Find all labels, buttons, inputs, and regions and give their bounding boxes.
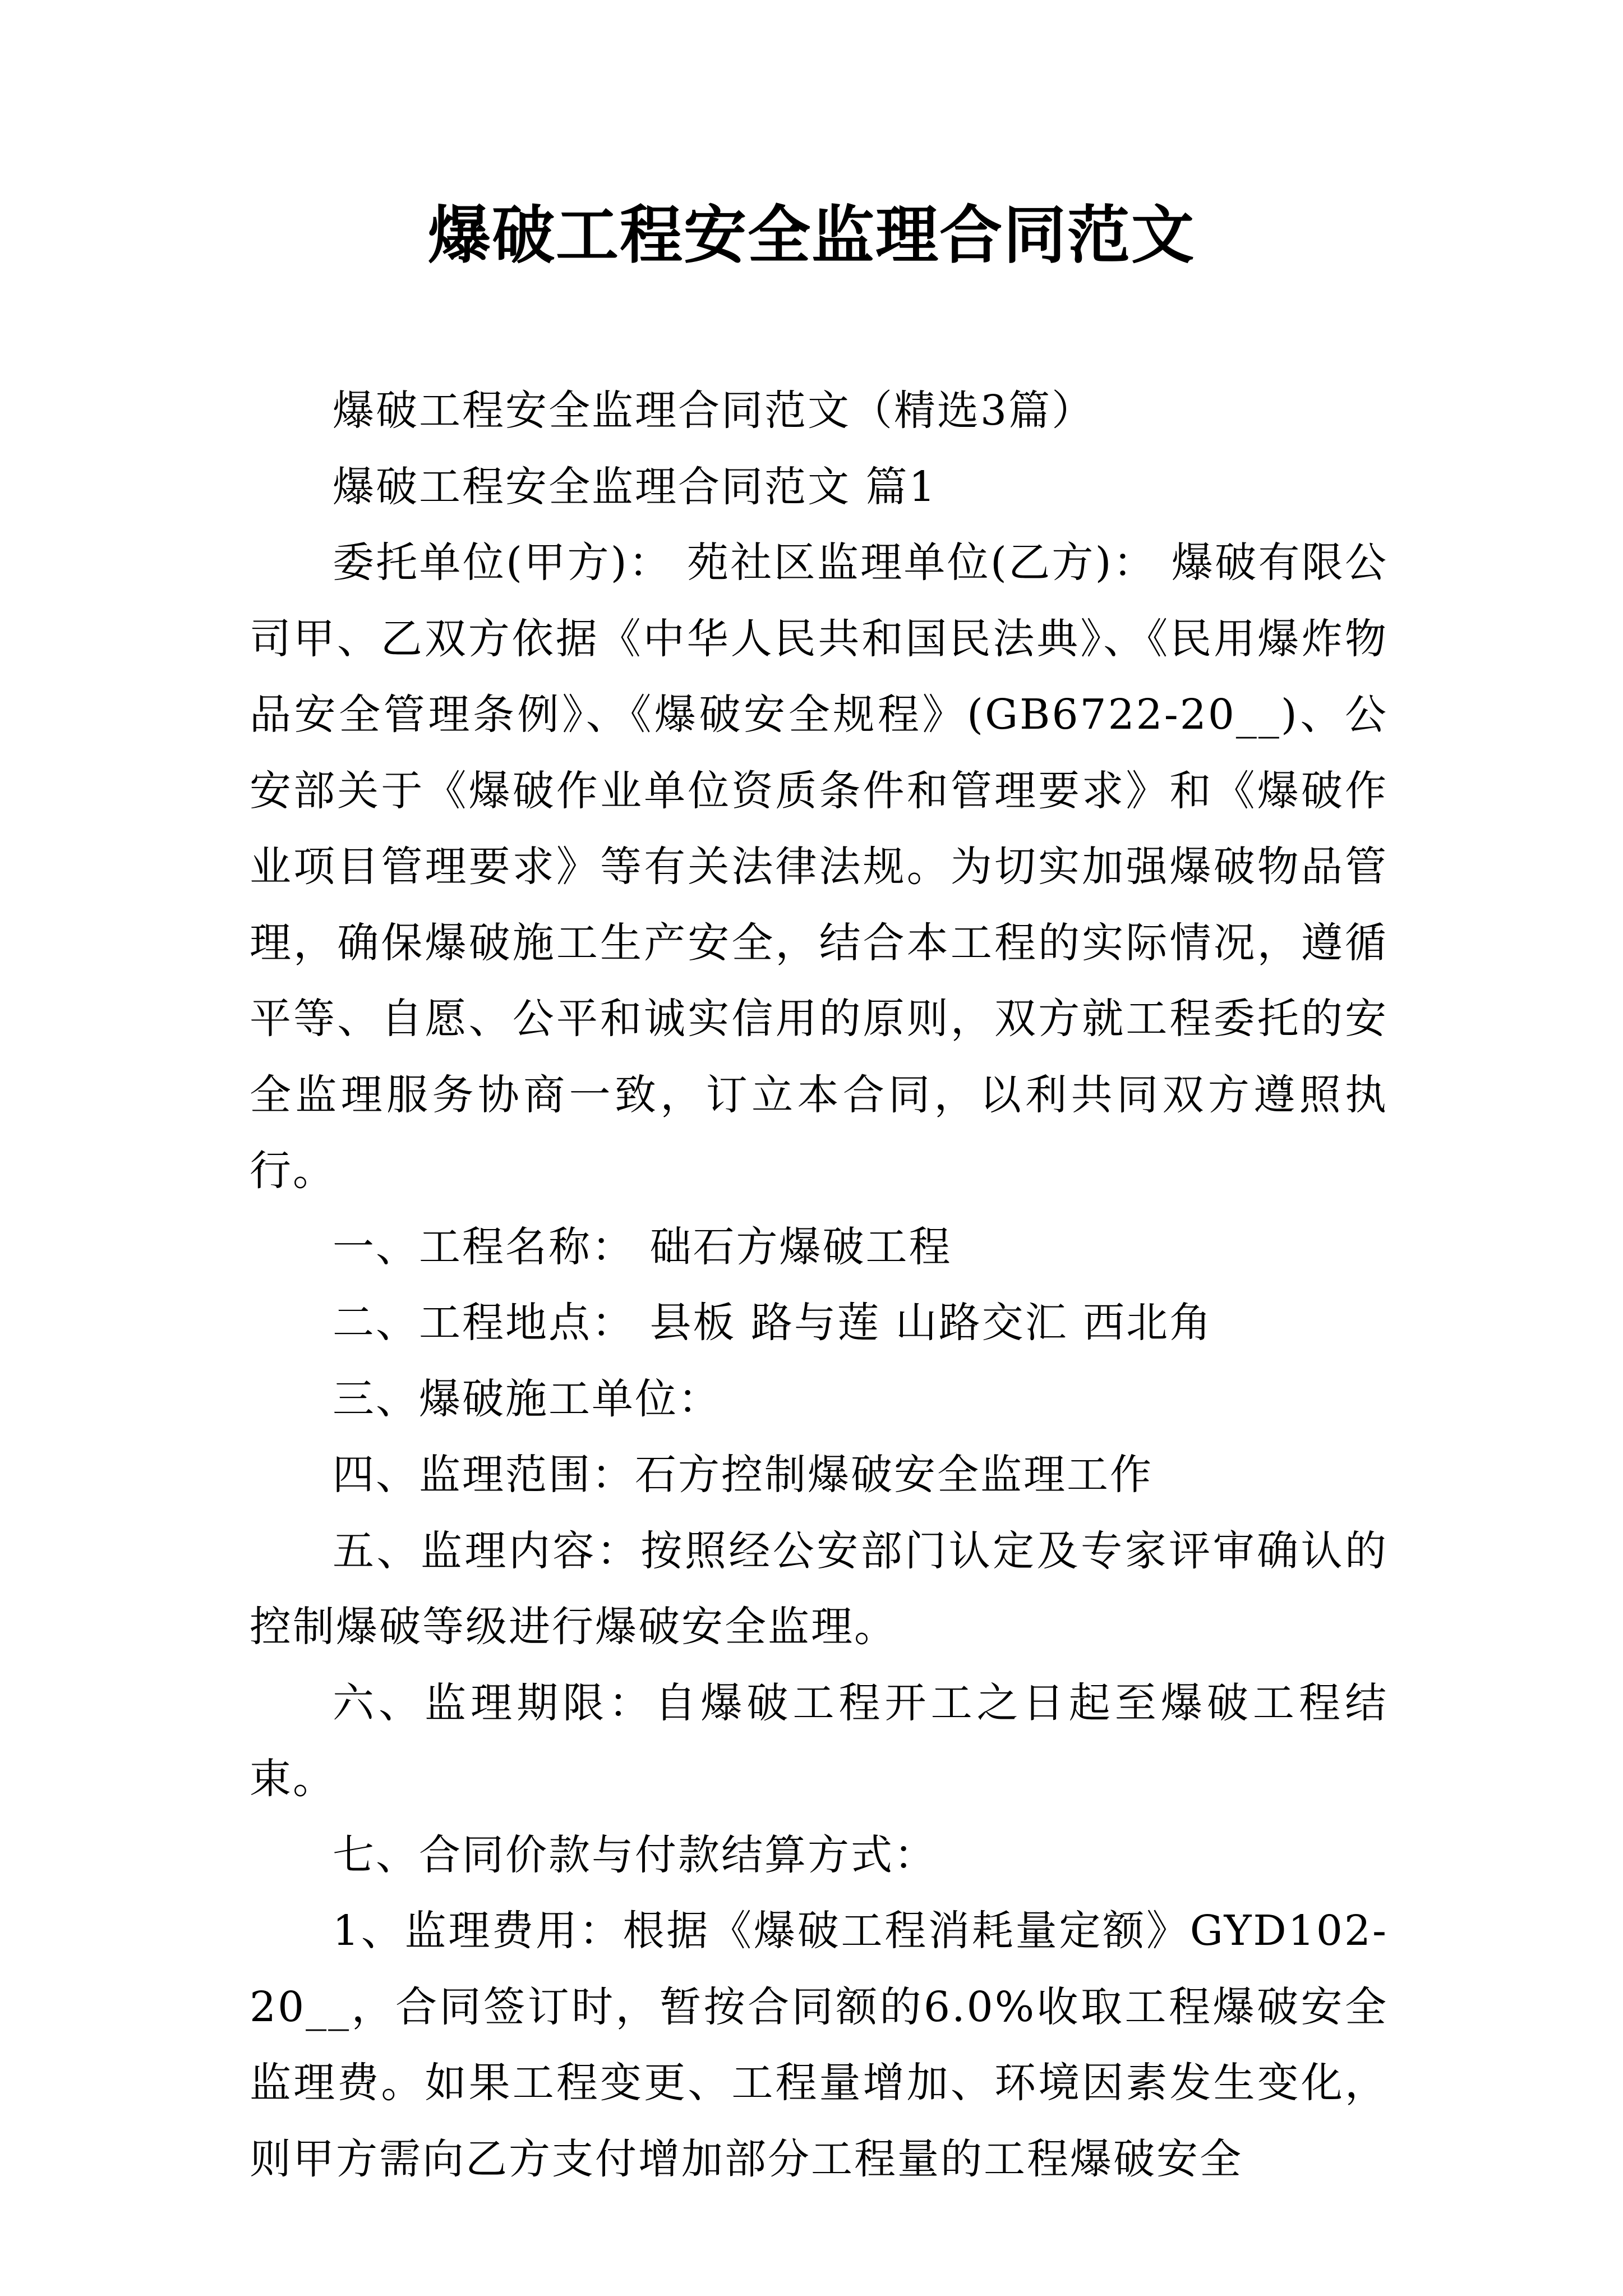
- paragraph-supervision-period: 六、监理期限：自爆破工程开工之日起至爆破工程结束。: [250, 1678, 1388, 1803]
- paragraph-supervision-fee: 1、监理费用：根据《爆破工程消耗量定额》GYD102-20__，合同签订时，暂按合同额的6.0%收取工程爆破安全监理费。如果工程变更、工程量增加、环境因素发生变化，则甲方需向乙方支付增加部分工程量的工程爆破安全: [250, 1907, 1388, 2183]
- paragraph-supervision-content: 五、监理内容：按照经公安部门认定及专家评审确认的控制爆破等级进行爆破安全监理。: [250, 1526, 1388, 1651]
- paragraph-collection-title: 爆破工程安全监理合同范文（精选3篇）: [333, 386, 1095, 435]
- paragraph-supervision-scope: 四、监理范围：石方控制爆破安全监理工作: [333, 1451, 1153, 1499]
- paragraph-construction-unit: 三、爆破施工单位：: [333, 1374, 721, 1423]
- paragraph-parties-and-basis: 委托单位(甲方)： 苑社区监理单位(乙方)： 爆破有限公司甲、乙双方依据《中华人民共和国民法典》、《民用爆炸物品安全管理条例》、《爆破安全规程》(GB6722-20__)、公安部关于《爆破作业单位资质条件和管理要求》和《爆破作业项目管理要求》等有关法律法规。为切实加强爆破物品管理，确保爆破施工生产安全，结合本工程的实际情况，遵循平等、自愿、公平和诚实信用的原则，双方就工程委托的安全监理服务协商一致，订立本合同，以利共同双方遵照执行。: [250, 539, 1388, 1195]
- paragraph-project-location: 二、工程地点： 县板 路与莲 山路交汇 西北角: [333, 1299, 1213, 1347]
- document-title: 爆破工程安全监理合同范文: [428, 199, 1195, 272]
- paragraph-price-and-payment: 七、合同价款与付款结算方式：: [333, 1830, 937, 1879]
- paragraph-section-heading: 爆破工程安全监理合同范文 篇1: [333, 462, 937, 511]
- paragraph-project-name: 一、工程名称： 础石方爆破工程: [333, 1222, 952, 1271]
- document-body: [250, 373, 1388, 2197]
